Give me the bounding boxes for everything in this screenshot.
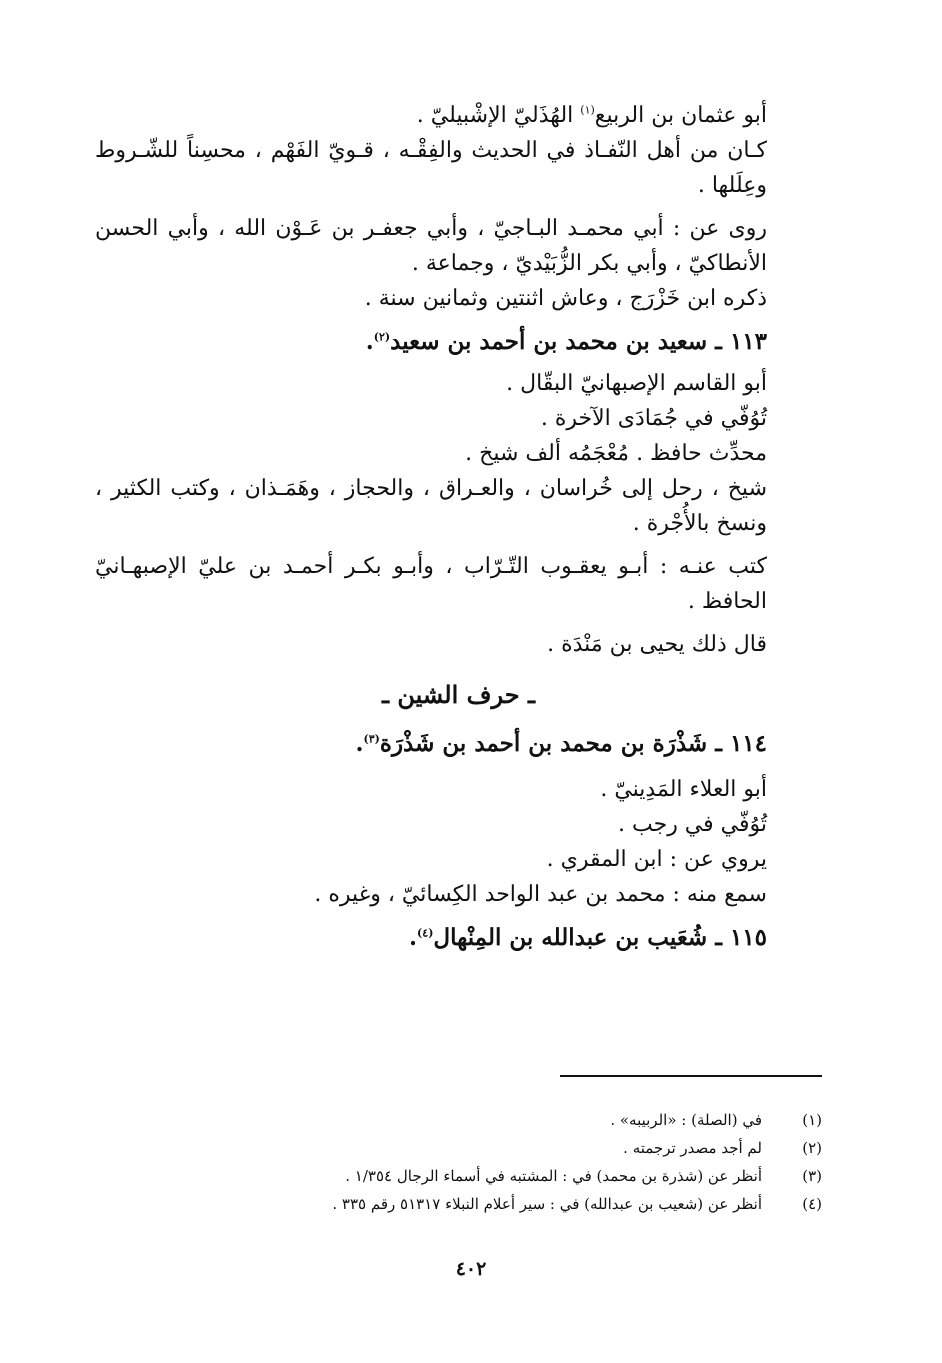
body-line: محدِّث حافظ . مُعْجَمُه ألف شيخ . bbox=[465, 441, 767, 466]
footnote-divider bbox=[560, 1075, 822, 1077]
section-heading: ـ حرف الشين ـ bbox=[382, 680, 535, 709]
body-line: سمع منه : محمد بن عبد الواحد الكِسائيّ ، وغيره . bbox=[314, 882, 767, 907]
footnote-item bbox=[95, 1162, 822, 1190]
body-paragraph: كتب عنـه : أبـو يعقـوب التّـرّاب ، وأبـو بكـر أحمـد بن عليّ الإصبهـانيّ الحافظ . bbox=[95, 554, 767, 614]
body-line: قال ذلك يحيى بن مَنْدَة . bbox=[547, 632, 767, 657]
footnote-ref[interactable]: (١) bbox=[580, 103, 595, 117]
page-body bbox=[95, 98, 822, 962]
footnote-ref[interactable]: (٢) bbox=[373, 330, 391, 344]
text: . bbox=[365, 328, 374, 355]
footnote-number: (٣) bbox=[802, 1167, 822, 1185]
footnote-text: في (الصلة) : «الربيبه» . bbox=[610, 1111, 762, 1129]
entry-title: ١١٥ ـ شُعَيب بن عبدالله بن المِنْهال bbox=[433, 924, 767, 951]
text: أبو عثمان بن الربيع bbox=[594, 103, 767, 128]
body-paragraph: شيخ ، رحل إلى خُراسان ، والعـراق ، والحجاز ، وهَمَـذان ، وكتب الكثير ، ونسخ بالأُجْرة . bbox=[95, 476, 767, 536]
entry-title: ١١٣ ـ سعيد بن محمد بن أحمد بن سعيد bbox=[390, 328, 767, 355]
footnotes bbox=[95, 1106, 822, 1218]
body-paragraph: كـان من أهل النّفـاذ في الحديث والفِقْـه ، قـويّ الفَهْم ، محسِناً للشّـروط وعِلَلها . bbox=[95, 138, 767, 198]
body-line: يروي عن : ابن المقري . bbox=[546, 847, 767, 872]
footnote-text: أنظر عن (شعيب بن عبدالله) في : سير أعلام النبلاء ٥١٣١٧ رقم ٣٣٥ . bbox=[332, 1195, 762, 1213]
body-line: أبو القاسم الإصبهانيّ البقّال . bbox=[506, 371, 767, 396]
footnote-number: (٢) bbox=[802, 1139, 822, 1157]
text: الهُذَليّ الإشْبيليّ . bbox=[416, 103, 581, 128]
footnote-number: (١) bbox=[802, 1111, 822, 1129]
entry-title: ١١٤ ـ شَذْرَة بن محمد بن أحمد بن شَذْرَة bbox=[379, 730, 767, 757]
entry-heading-113 bbox=[95, 322, 822, 362]
entry-heading-115 bbox=[95, 918, 822, 958]
body-line: تُوُفّي في جُمَادَى الآخرة . bbox=[540, 406, 767, 431]
footnote-text: لم أجد مصدر ترجمته . bbox=[623, 1139, 762, 1157]
footnote-item bbox=[95, 1134, 822, 1162]
body-line: ذكره ابن خَزْرَج ، وعاش اثنتين وثمانين سنة . bbox=[364, 286, 767, 311]
text: . bbox=[409, 924, 418, 951]
body-line: تُوُفّي في رجب . bbox=[618, 812, 767, 837]
body-line: أبو العلاء المَدِينيّ . bbox=[600, 777, 767, 802]
footnote-text: أنظر عن (شذرة بن محمد) في : المشتبه في أسماء الرجال ١/٣٥٤ . bbox=[345, 1167, 762, 1185]
footnote-ref[interactable]: (٤) bbox=[417, 926, 434, 940]
body-paragraph: روى عن : أبي محمـد البـاجيّ ، وأبي جعفـر بن عَـوْن الله ، وأبي الحسن الأنطاكيّ ، وأبي بكر الزُّبَيْديّ ، وجماعة . bbox=[95, 216, 767, 276]
footnote-number: (٤) bbox=[802, 1195, 822, 1213]
body-line bbox=[95, 98, 822, 133]
footnote-ref[interactable]: (٣) bbox=[363, 732, 380, 746]
footnote-item bbox=[95, 1190, 822, 1218]
footnote-item bbox=[95, 1106, 822, 1134]
text: . bbox=[355, 730, 364, 757]
entry-heading-114 bbox=[95, 724, 822, 764]
page-number: ٤٠٢ bbox=[455, 1258, 487, 1280]
